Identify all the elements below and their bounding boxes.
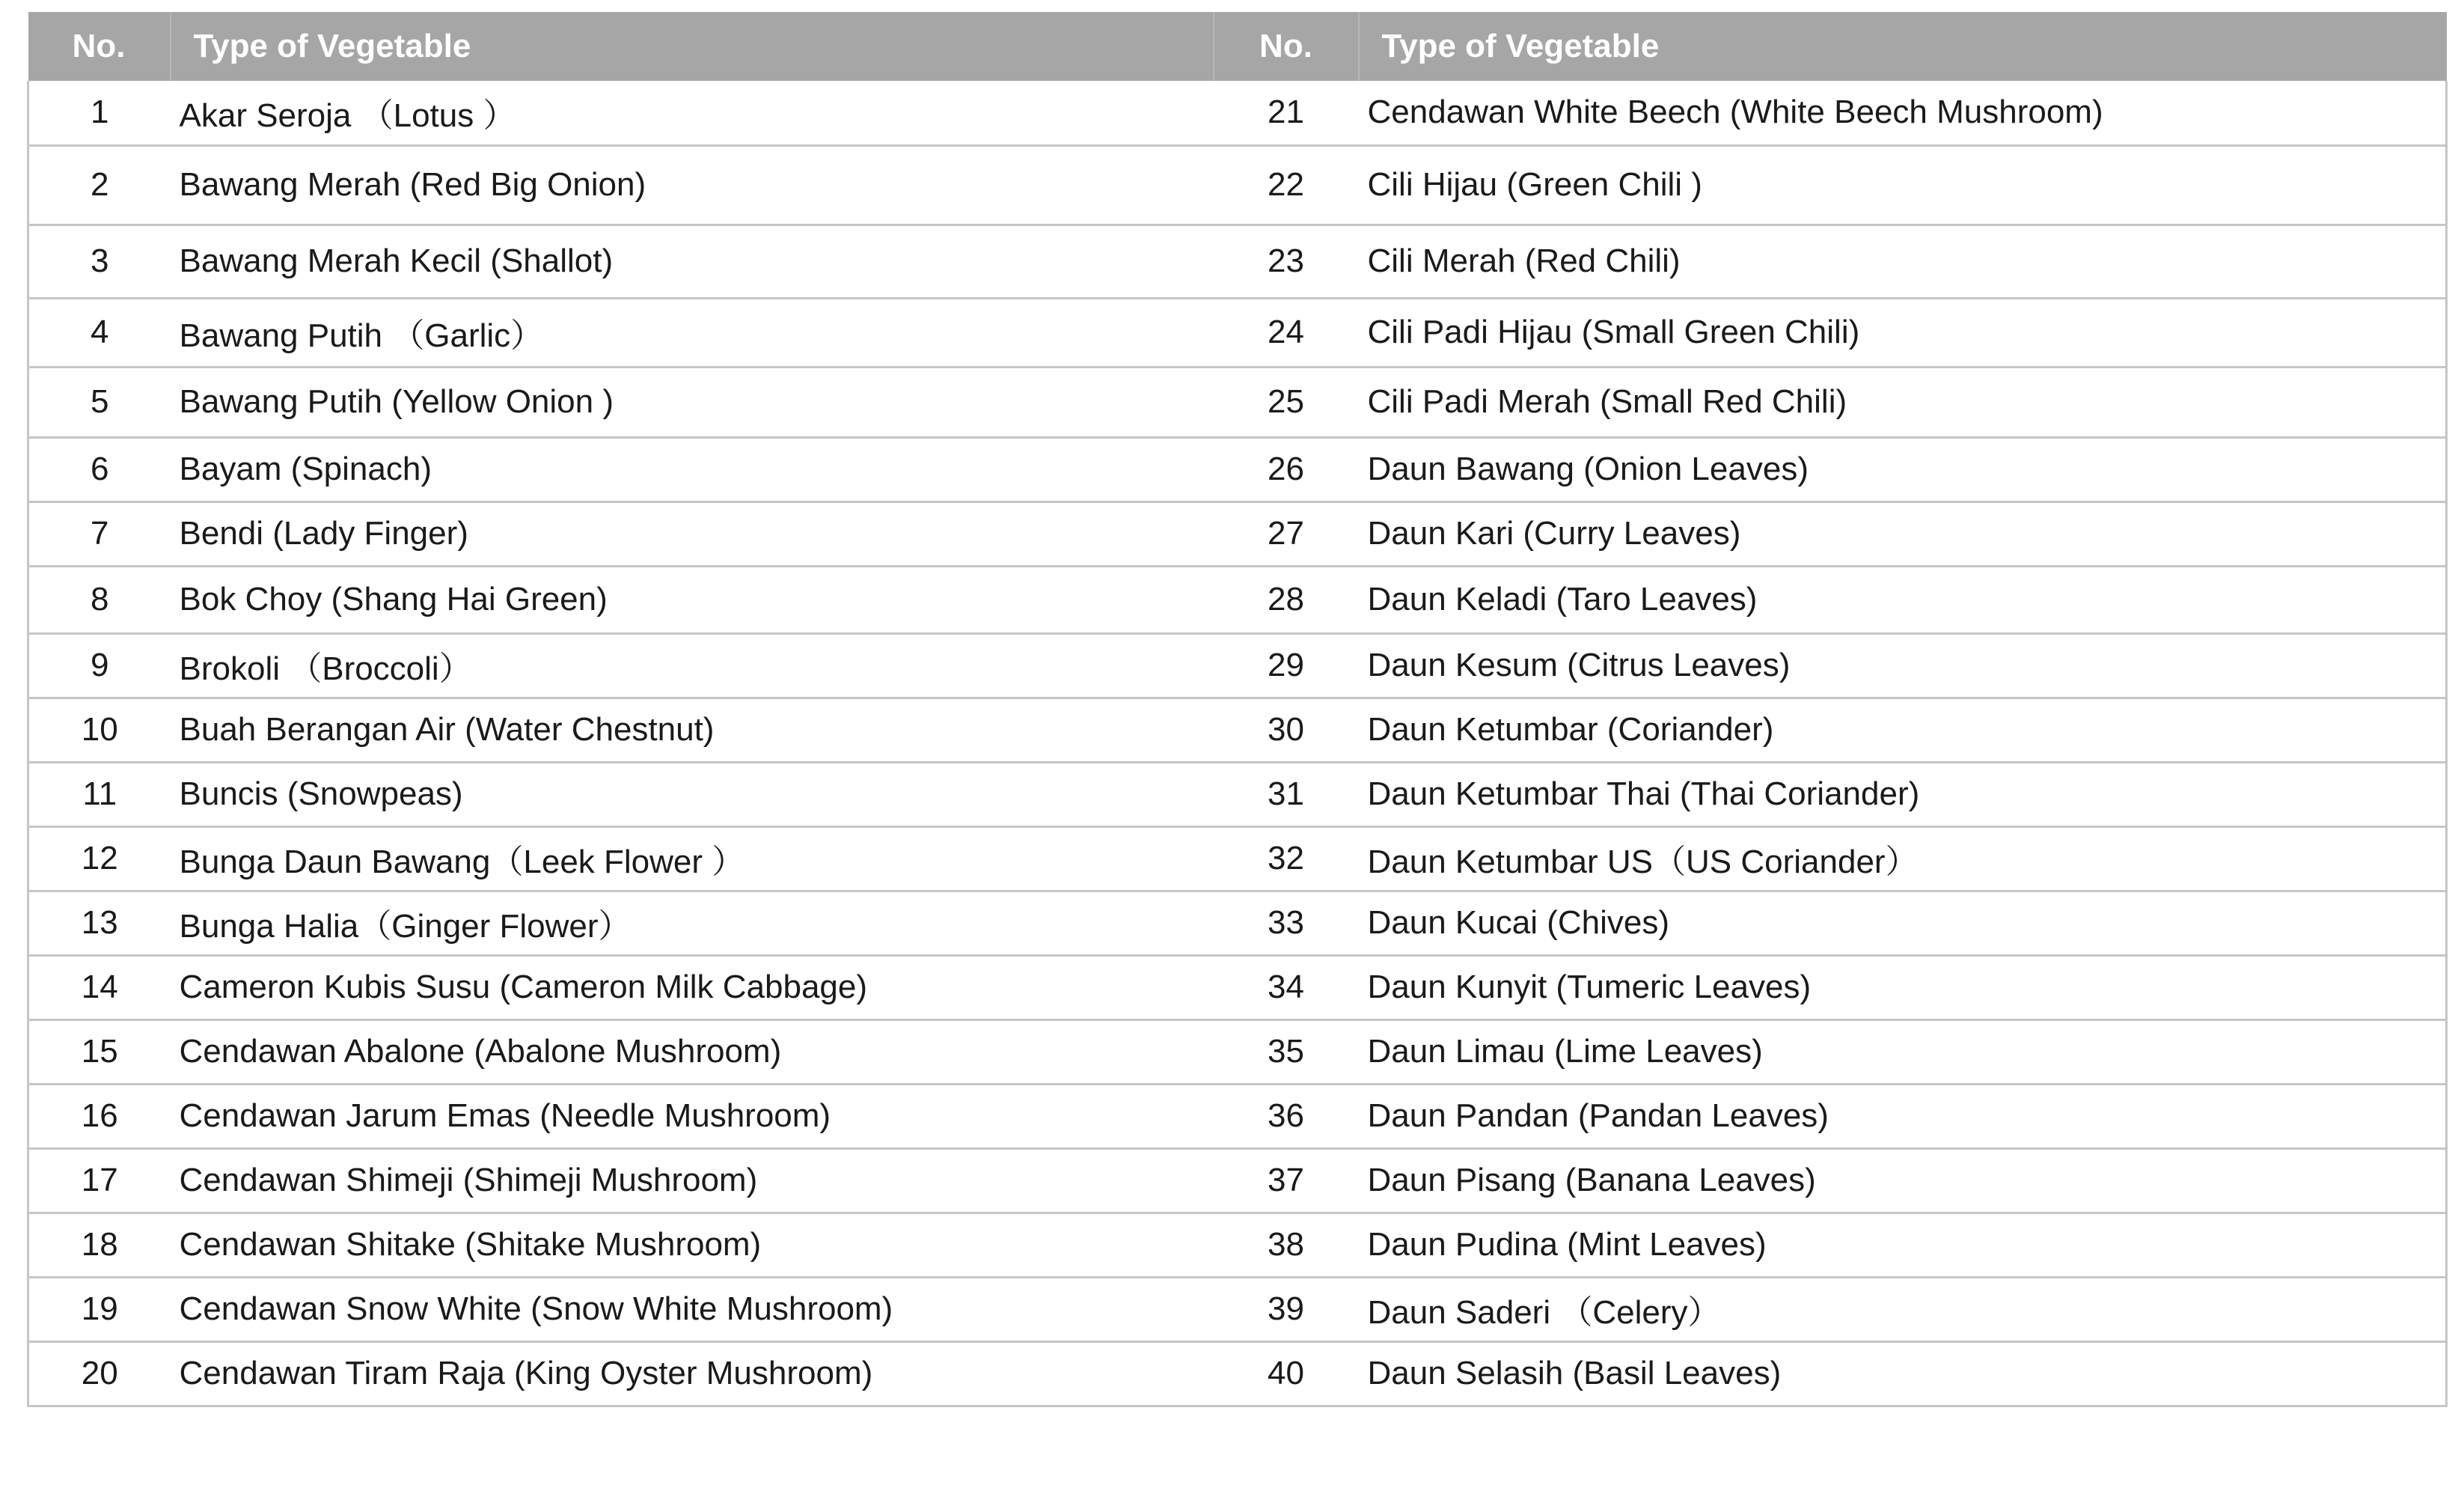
row-number-right: 24	[1268, 314, 1304, 350]
vegetable-name-right: Daun Bawang (Onion Leaves)	[1359, 437, 2447, 501]
table-row	[28, 1341, 2447, 1406]
row-number-right: 29	[1268, 647, 1304, 683]
row-number-left: 14	[28, 955, 171, 1019]
vegetable-name-left: Cendawan Shimeji (Shimeji Mushroom)	[179, 1162, 758, 1198]
row-number-left: 4	[28, 298, 171, 367]
table-row	[28, 1019, 2447, 1084]
vegetable-name-right: Cili Merah (Red Chili)	[1359, 225, 2447, 298]
vegetable-name-right: Daun Pisang (Banana Leaves)	[1359, 1148, 2447, 1213]
vegetable-table-container	[27, 12, 2445, 1407]
vegetable-name-left: Bawang Putih （Garlic）	[179, 317, 544, 354]
row-number-left: 7	[28, 501, 171, 566]
table-row	[28, 698, 2447, 762]
vegetable-name-right: Daun Ketumbar (Coriander)	[1359, 698, 2447, 762]
vegetable-name-right: Cili Padi Hijau (Small Green Chili)	[1359, 298, 2447, 367]
row-number-left: 6	[28, 437, 171, 501]
table-row	[28, 566, 2447, 633]
header-no-left: No.	[72, 28, 126, 64]
vegetable-name-right: Daun Ketumbar US（US Coriander）	[1359, 826, 2447, 891]
row-number-left: 18	[28, 1213, 171, 1277]
row-number-right: 31	[1268, 775, 1304, 812]
vegetable-name-left: Bendi (Lady Finger)	[179, 515, 468, 552]
row-number-right: 30	[1268, 711, 1304, 748]
row-number-left: 10	[28, 698, 171, 762]
row-number-left: 13	[28, 891, 171, 955]
row-number-left: 20	[28, 1341, 171, 1406]
vegetable-name-left: Bok Choy (Shang Hai Green)	[179, 581, 608, 618]
table-header-row	[28, 12, 2447, 81]
vegetable-table	[27, 12, 2448, 1407]
table-row	[28, 81, 2447, 145]
row-number-left: 8	[28, 566, 171, 633]
vegetable-name-right: Daun Kucai (Chives)	[1359, 891, 2447, 955]
row-number-right: 25	[1268, 383, 1304, 420]
vegetable-name-right: Cili Padi Merah (Small Red Chili)	[1359, 367, 2447, 437]
row-number-left: 11	[28, 762, 171, 826]
table-row	[28, 225, 2447, 298]
row-number-left: 2	[28, 145, 171, 225]
row-number-right: 28	[1268, 581, 1304, 618]
row-number-right: 32	[1268, 840, 1304, 876]
row-number-left: 15	[28, 1019, 171, 1084]
row-number-left: 17	[28, 1148, 171, 1213]
row-number-right: 40	[1268, 1355, 1304, 1391]
row-number-left: 1	[28, 81, 171, 145]
vegetable-name-right: Daun Kunyit (Tumeric Leaves)	[1359, 955, 2447, 1019]
vegetable-name-right: Daun Ketumbar Thai (Thai Coriander)	[1359, 762, 2447, 826]
row-number-left: 9	[28, 633, 171, 698]
vegetable-name-left: Cendawan Abalone (Abalone Mushroom)	[179, 1033, 782, 1070]
header-type-right: Type of Vegetable	[1359, 12, 2447, 81]
table-row	[28, 1148, 2447, 1213]
table-row	[28, 1084, 2447, 1148]
vegetable-name-left: Cendawan Tiram Raja (King Oyster Mushroom)	[179, 1355, 873, 1391]
vegetable-name-right: Daun Selasih (Basil Leaves)	[1359, 1341, 2447, 1406]
row-number-left: 12	[28, 826, 171, 891]
vegetable-name-right: Daun Pudina (Mint Leaves)	[1359, 1213, 2447, 1277]
row-number-right: 33	[1268, 904, 1304, 941]
table-row	[28, 826, 2447, 891]
row-number-right: 27	[1268, 515, 1304, 552]
table-row	[28, 1213, 2447, 1277]
vegetable-name-left: Akar Seroja （Lotus ）	[179, 97, 516, 135]
row-number-right: 39	[1268, 1290, 1304, 1327]
table-row	[28, 145, 2447, 225]
row-number-left: 3	[28, 225, 171, 298]
vegetable-name-left: Bawang Merah Kecil (Shallot)	[179, 243, 614, 279]
row-number-right: 23	[1268, 243, 1304, 279]
vegetable-name-right: Daun Limau (Lime Leaves)	[1359, 1019, 2447, 1084]
vegetable-name-right: Cendawan White Beech (White Beech Mushroom)	[1359, 81, 2447, 145]
row-number-right: 35	[1268, 1033, 1304, 1070]
vegetable-name-left: Bawang Merah (Red Big Onion)	[179, 166, 646, 203]
vegetable-name-left: Buah Berangan Air (Water Chestnut)	[179, 711, 715, 748]
vegetable-name-left: Bunga Halia（Ginger Flower）	[179, 908, 632, 945]
row-number-right: 26	[1268, 451, 1304, 487]
vegetable-name-right: Daun Saderi （Celery）	[1359, 1277, 2447, 1341]
table-row	[28, 298, 2447, 367]
vegetable-name-left: Brokoli （Broccoli）	[179, 650, 472, 687]
row-number-right: 21	[1268, 94, 1304, 131]
row-number-right: 36	[1268, 1097, 1304, 1134]
table-row	[28, 437, 2447, 501]
vegetable-name-left: Bawang Putih (Yellow Onion )	[179, 383, 614, 420]
row-number-right: 38	[1268, 1226, 1304, 1263]
table-row	[28, 1277, 2447, 1341]
row-number-right: 34	[1268, 969, 1304, 1005]
vegetable-name-left: Cendawan Jarum Emas (Needle Mushroom)	[179, 1097, 831, 1134]
header-no-right: No.	[1214, 12, 1359, 81]
header-type-left: Type of Vegetable	[171, 12, 1214, 81]
vegetable-name-left: Cameron Kubis Susu (Cameron Milk Cabbage)	[179, 969, 868, 1005]
row-number-right: 37	[1268, 1162, 1304, 1198]
table-row	[28, 955, 2447, 1019]
row-number-right: 22	[1268, 166, 1304, 203]
vegetable-name-left: Cendawan Snow White (Snow White Mushroom)	[179, 1290, 893, 1327]
row-number-left: 16	[28, 1084, 171, 1148]
table-row	[28, 367, 2447, 437]
table-body	[28, 81, 2447, 1406]
vegetable-name-left: Bunga Daun Bawang（Leek Flower ）	[179, 844, 745, 880]
vegetable-name-right: Daun Keladi (Taro Leaves)	[1359, 566, 2447, 633]
row-number-left: 19	[28, 1277, 171, 1341]
table-row	[28, 891, 2447, 955]
vegetable-name-left: Cendawan Shitake (Shitake Mushroom)	[179, 1226, 762, 1263]
row-number-left: 5	[28, 367, 171, 437]
vegetable-name-right: Daun Pandan (Pandan Leaves)	[1359, 1084, 2447, 1148]
table-row	[28, 762, 2447, 826]
vegetable-name-left: Bayam (Spinach)	[179, 451, 432, 487]
vegetable-name-right: Daun Kari (Curry Leaves)	[1359, 501, 2447, 566]
vegetable-name-right: Daun Kesum (Citrus Leaves)	[1359, 633, 2447, 698]
table-row	[28, 633, 2447, 698]
vegetable-name-left: Buncis (Snowpeas)	[179, 775, 463, 812]
table-row	[28, 501, 2447, 566]
vegetable-name-right: Cili Hijau (Green Chili )	[1359, 145, 2447, 225]
